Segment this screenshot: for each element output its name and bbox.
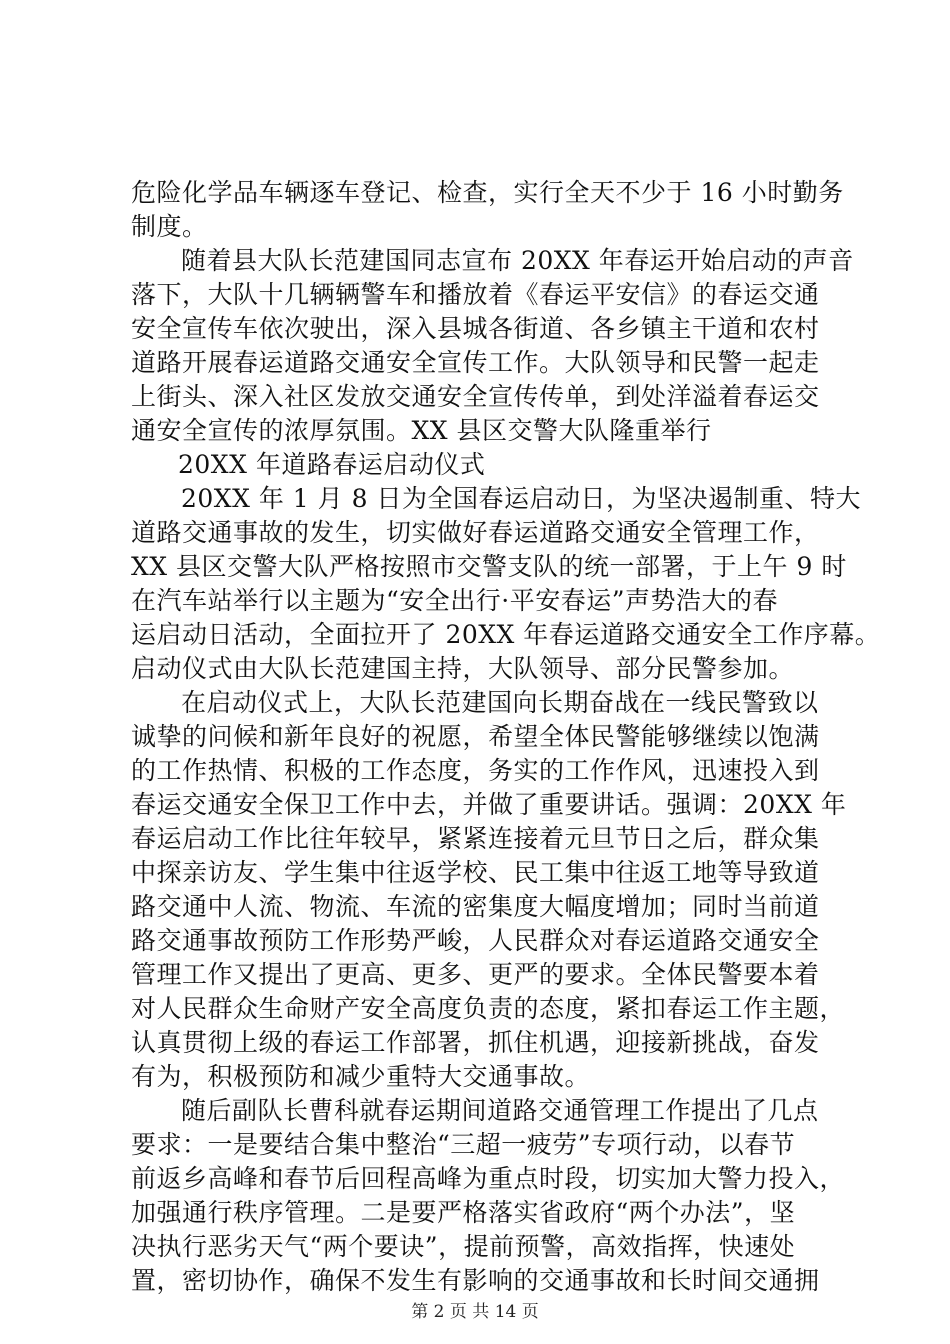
- text-line: 制度。: [131, 212, 208, 241]
- text-line: 春运交通安全保卫工作中去，并做了重要讲话。强调：20XX 年: [131, 790, 847, 819]
- text-line: XX 县区交警大队严格按照市交警支队的统一部署，于上午 9 时: [131, 552, 847, 581]
- paragraph-first-line: 20XX 年 1 月 8 日为全国春运启动日，为坚决遏制重、特大: [181, 484, 861, 513]
- text-line: 加强通行秩序管理。二是要严格落实省政府“两个办法”，坚: [131, 1198, 796, 1227]
- paragraph-first-line: 随后副队长曹科就春运期间道路交通管理工作提出了几点: [181, 1096, 819, 1125]
- text-line: 落下，大队十几辆辆警车和播放着《春运平安信》的春运交通: [131, 280, 820, 309]
- text-line: 道路开展春运道路交通安全宣传工作。大队领导和民警一起走: [131, 348, 820, 377]
- text-line: 置，密切协作，确保不发生有影响的交通事故和长时间交通拥: [131, 1266, 820, 1295]
- heading-line: 20XX 年道路春运启动仪式: [178, 450, 486, 479]
- text-line: 前返乡高峰和春节后回程高峰为重点时段，切实加大警力投入，: [131, 1164, 846, 1193]
- text-line: 决执行恶劣天气“两个要诀”，提前预警，高效指挥，快速处: [131, 1232, 796, 1261]
- text-line: 危险化学品车辆逐车登记、检查，实行全天不少于 16 小时勤务: [131, 178, 844, 207]
- text-line: 管理工作又提出了更高、更多、更严的要求。全体民警要本着: [131, 960, 820, 989]
- page-footer: [0, 1300, 950, 1324]
- text-line: 在汽车站举行以主题为“安全出行·平安春运”声势浩大的春: [131, 586, 779, 615]
- page-number-label: 第 2 页 共 14 页: [411, 1302, 539, 1322]
- text-line: 路交通事故预防工作形势严峻，人民群众对春运道路交通安全: [131, 926, 820, 955]
- text-line: 上街头、深入社区发放交通安全宣传传单，到处洋溢着春运交: [131, 382, 820, 411]
- text-line: 启动仪式由大队长范建国主持，大队领导、部分民警参加。: [131, 654, 795, 683]
- text-line: 路交通中人流、物流、车流的密集度大幅度增加；同时当前道: [131, 892, 820, 921]
- text-line: 有为，积极预防和减少重特大交通事故。: [131, 1062, 591, 1091]
- text-line: 安全宣传车依次驶出，深入县城各街道、各乡镇主干道和农村: [131, 314, 820, 343]
- text-line: 春运启动工作比往年较早，紧紧连接着元旦节日之后，群众集: [131, 824, 820, 853]
- paragraph-first-line: 随着县大队长范建国同志宣布 20XX 年春运开始启动的声音: [181, 246, 854, 275]
- text-line: 运启动日活动，全面拉开了 20XX 年春运道路交通安全工作序幕。: [131, 620, 881, 649]
- text-line: 诚挚的问候和新年良好的祝愿，希望全体民警能够继续以饱满: [131, 722, 820, 751]
- text-line: 道路交通事故的发生，切实做好春运道路交通安全管理工作，: [131, 518, 820, 547]
- text-line: 认真贯彻上级的春运工作部署，抓住机遇，迎接新挑战，奋发: [131, 1028, 820, 1057]
- text-line: 通安全宣传的浓厚氛围。XX 县区交警大队隆重举行: [131, 416, 712, 445]
- text-line: 要求：一是要结合集中整治“三超一疲劳”专项行动，以春节: [131, 1130, 796, 1159]
- paragraph-first-line: 在启动仪式上，大队长范建国向长期奋战在一线民警致以: [181, 688, 819, 717]
- text-line: 对人民群众生命财产安全高度负责的态度，紧扣春运工作主题，: [131, 994, 846, 1023]
- text-line: 的工作热情、积极的工作态度，务实的工作作风，迅速投入到: [131, 756, 820, 785]
- text-line: 中探亲访友、学生集中往返学校、民工集中往返工地等导致道: [131, 858, 820, 887]
